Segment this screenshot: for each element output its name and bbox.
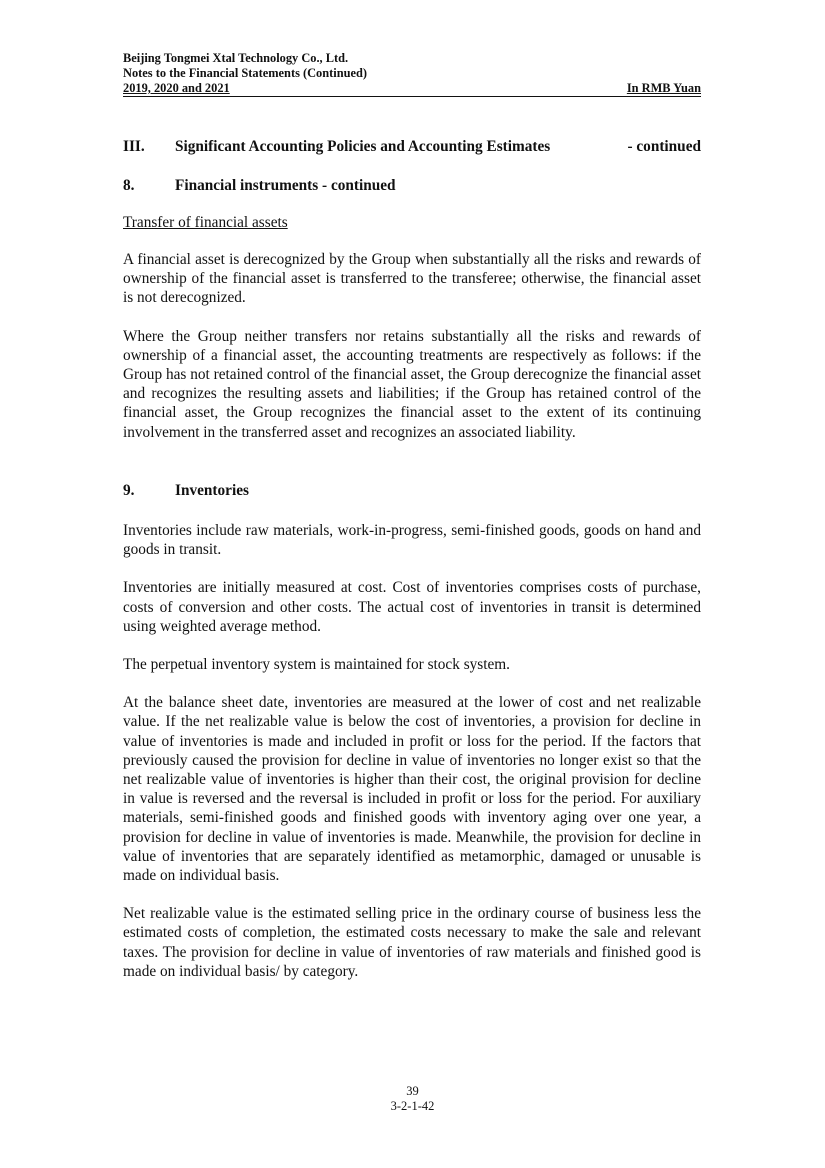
page-number: 39 (406, 1084, 419, 1098)
subsection-8-title: Financial instruments - continued (175, 177, 396, 194)
subsection-8-number: 8. (123, 177, 135, 194)
section-heading (123, 138, 701, 156)
section-continued: - continued (627, 138, 701, 155)
report-years: 2019, 2020 and 2021 (123, 81, 230, 95)
paragraph: Inventories include raw materials, work-in-progress, semi-finished goods, goods on hand and goods in transit. (123, 522, 701, 559)
paragraph: Net realizable value is the estimated selling price in the ordinary course of business less the estimated costs of completion, the estimated costs necessary to make the sale and relevant taxes. The provision for decline in value of inventories of raw materials and finished good is made on individual basis/ by category. (123, 905, 701, 980)
body-block-9 (123, 521, 701, 981)
section-title: Significant Accounting Policies and Accounting Estimates (175, 138, 551, 155)
transfer-subheading: Transfer of financial assets (123, 214, 288, 231)
body-block-8 (123, 250, 701, 442)
page-header (123, 51, 701, 97)
company-name: Beijing Tongmei Xtal Technology Co., Ltd. (123, 51, 349, 65)
subsection-9-number: 9. (123, 482, 135, 499)
section-number: III. (123, 138, 145, 155)
subsection-9-heading (123, 482, 701, 500)
subsection-8-heading (123, 177, 701, 195)
page-code: 3-2-1-42 (390, 1099, 435, 1113)
paragraph: The perpetual inventory system is maintained for stock system. (123, 656, 511, 674)
currency-note: In RMB Yuan (626, 81, 701, 95)
paragraph: At the balance sheet date, inventories are measured at the lower of cost and net realizable value. If the net realizable value is below the cost of inventories, a provision for decline in value of inventories is made and included in profit or loss for the period. If the factors that previously caused the provision for decline in value of inventories no longer exist so that the net realizable value of inventories is higher than their cost, the original provision for decline in value is reversed and the reversal is included in profit or loss for the period. For auxiliary materials, semi-finished goods and finished goods with inventory aging over one year, a provision for decline in value of inventories is made. Meanwhile, the provision for decline in value of inventories that are separately identified as metamorphic, damaged or unusable is made on individual basis. (123, 694, 701, 885)
subsection-9-title: Inventories (175, 482, 249, 499)
page-footer (0, 1084, 825, 1114)
header-rule-row (123, 81, 701, 97)
paragraph: Inventories are initially measured at cost. Cost of inventories comprises costs of purchase, costs of conversion and other costs. The actual cost of inventories in transit is determined using weighted average method. (123, 579, 701, 635)
document-title: Notes to the Financial Statements (Continued) (123, 66, 368, 80)
paragraph: A financial asset is derecognized by the Group when substantially all the risks and rewards of ownership of the financial asset is transferred to the transferee; otherwise, the financial asset is not derecognized. (123, 251, 701, 307)
paragraph: Where the Group neither transfers nor retains substantially all the risks and rewards of ownership of a financial asset, the accounting treatments are respectively as follows: if the Group has not retained control of the financial asset, the Group derecognize the financial asset and recognizes the resulting assets and liabilities; if the Group has retained control of the financial asset, the Group recognizes the financial asset to the extent of its continuing involvement in the transferred asset and recognizes an associated liability. (123, 327, 701, 441)
